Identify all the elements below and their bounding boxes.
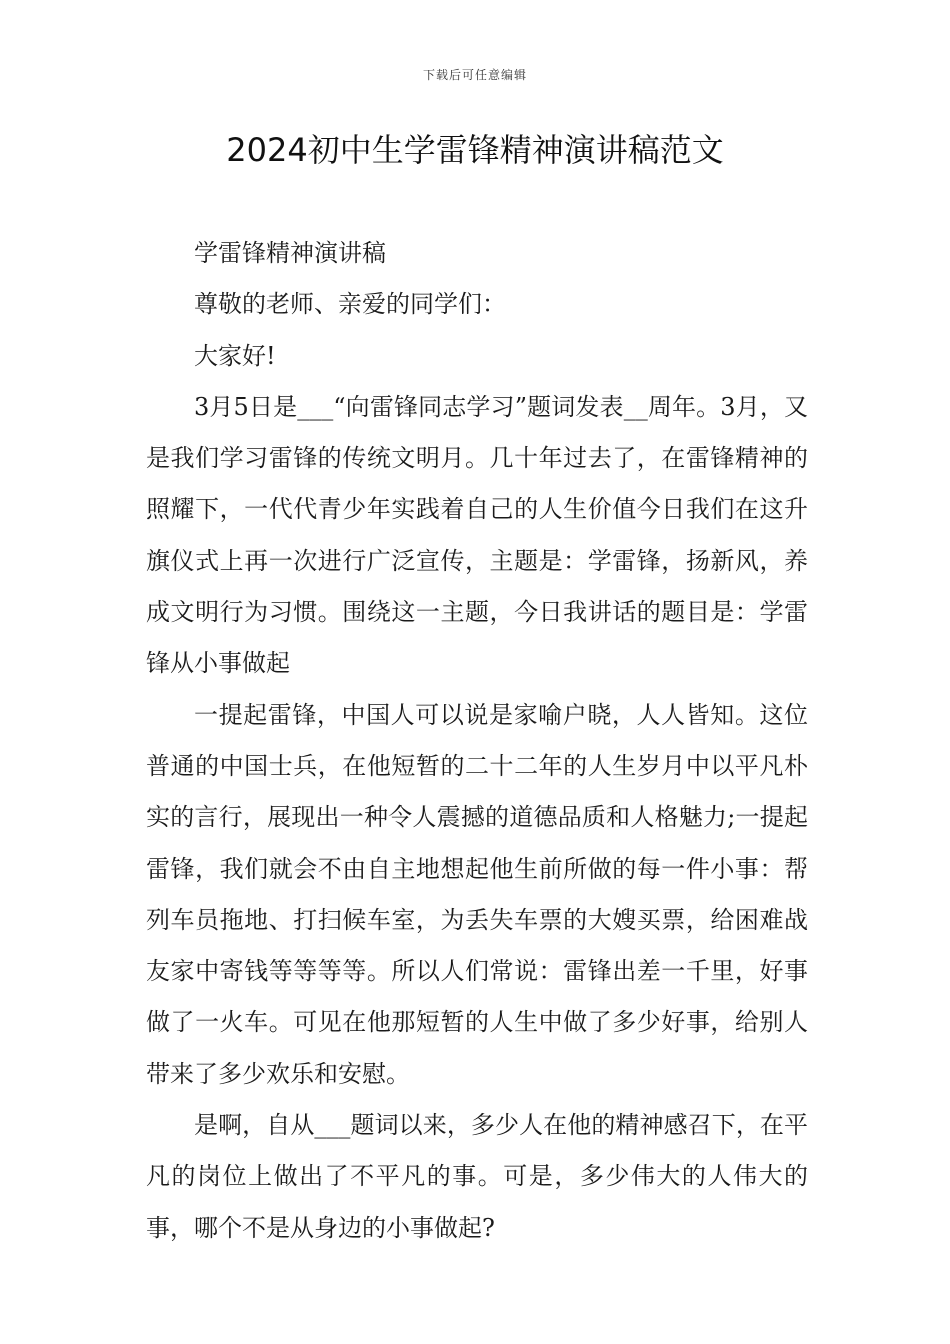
paragraph: 是啊，自从___题词以来，多少人在他的精神感召下，在平凡的岗位上做出了不平凡的事。可是，多少伟大的人伟大的事，哪个不是从身边的小事做起? — [146, 1111, 808, 1242]
header-note: 下载后可任意编辑 — [422, 68, 527, 82]
document-body — [146, 228, 808, 1254]
paragraph: 3月5日是___“向雷锋同志学习”题词发表__周年。3月，又是我们学习雷锋的传统文明月。几十年过去了，在雷锋精神的照耀下，一代代青少年实践着自己的人生价值今日我们在这升旗仪式上再一次进行广泛宣传，主题是：学雷锋，扬新风，养成文明行为习惯。围绕这一主题，今日我讲话的题目是：学雷锋从小事做起 — [146, 392, 808, 678]
paragraph: 一提起雷锋，中国人可以说是家喻户晓，人人皆知。这位普通的中国士兵，在他短暂的二十二年的人生岁月中以平凡朴实的言行，展现出一种令人震撼的道德品质和人格魅力;一提起雷锋，我们就会不由自主地想起他生前所做的每一件小事：帮列车员拖地、打扫候车室，为丢失车票的大嫂买票，给困难战友家中寄钱等等等等。所以人们常说：雷锋出差一千里，好事做了一火车。可见在他那短暂的人生中做了多少好事，给别人带来了多少欢乐和安慰。 — [146, 700, 808, 1088]
paragraph-greeting: 大家好! — [194, 341, 276, 370]
paragraph-salutation: 尊敬的老师、亲爱的同学们： — [194, 290, 506, 319]
paragraph-heading: 学雷锋精神演讲稿 — [194, 239, 386, 267]
document-title: 2024初中生学雷锋精神演讲稿范文 — [226, 131, 724, 169]
